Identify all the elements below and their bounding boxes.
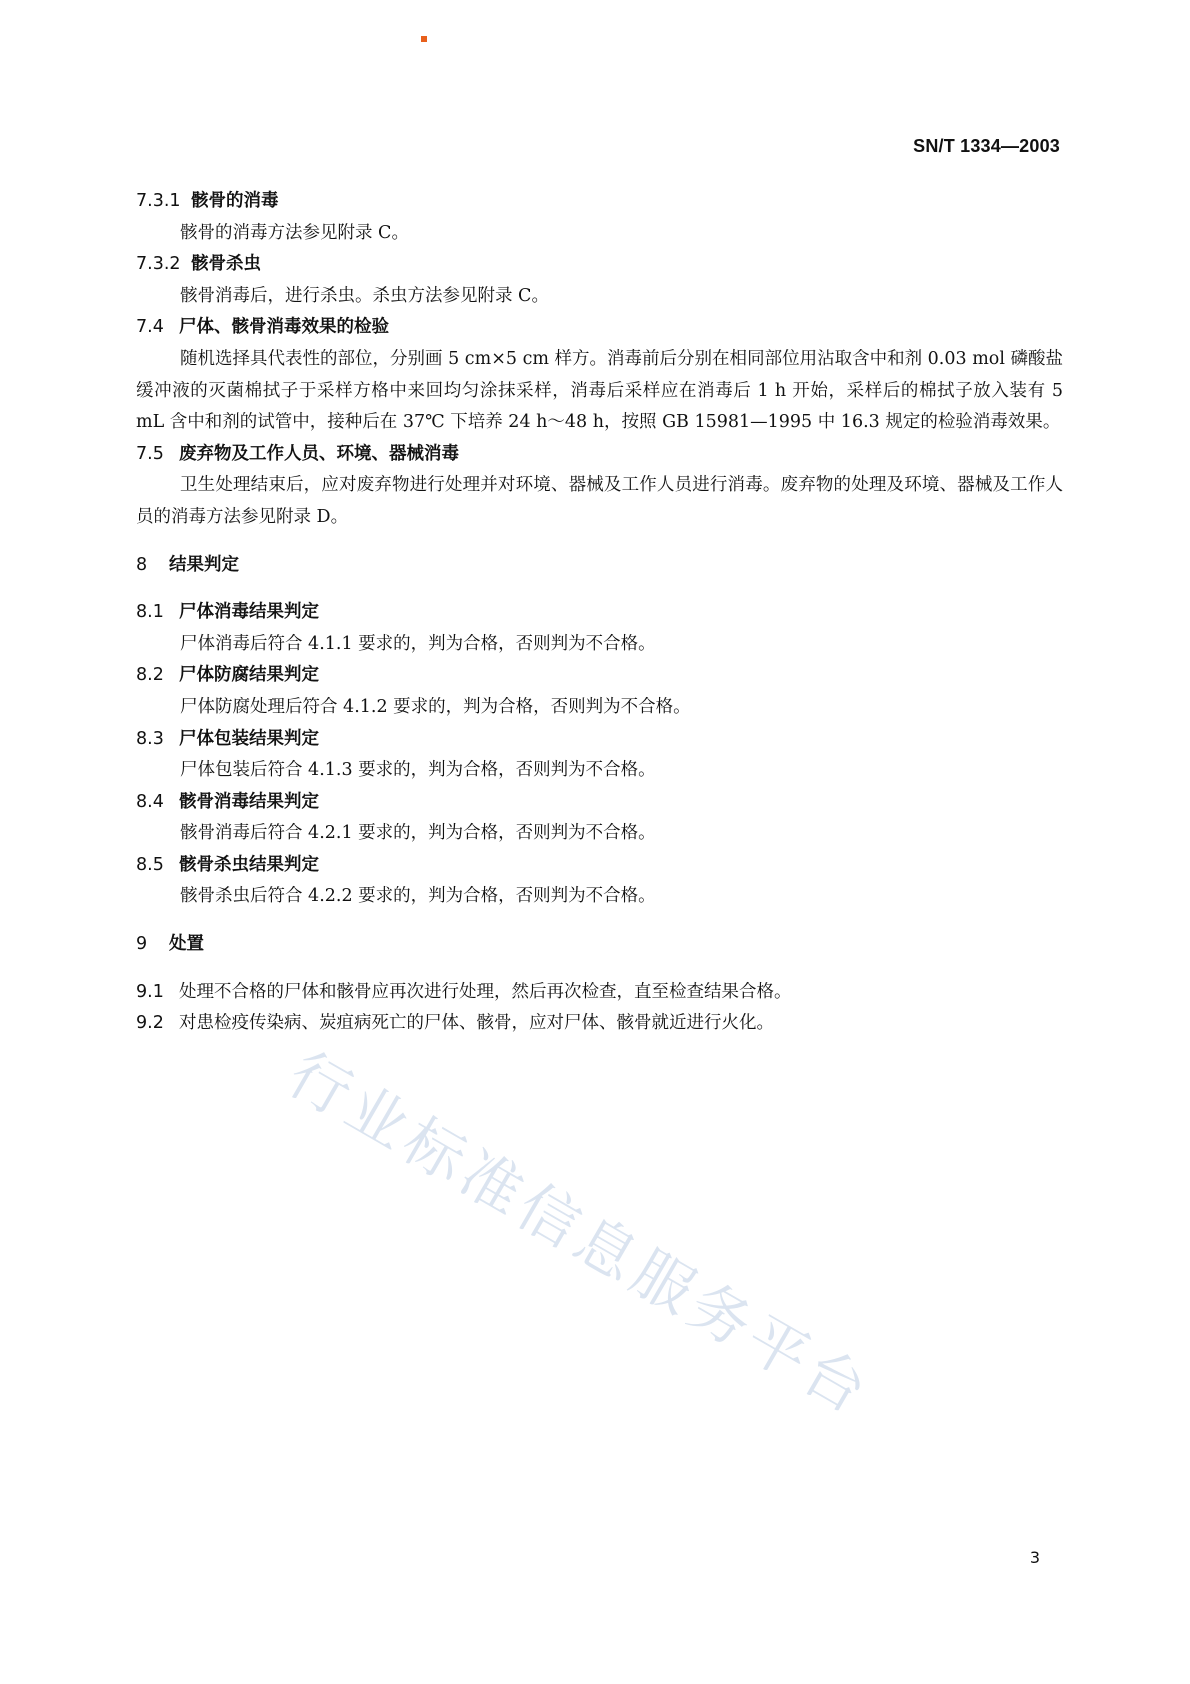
- watermark: 行业标准信息服务平台: [276, 1039, 884, 1430]
- section-heading-7-5: [136, 439, 1063, 471]
- section-title: 骸骨杀虫: [191, 254, 261, 275]
- section-text-7-3-2: 骸骨消毒后，进行杀虫。杀虫方法参见附录 C。: [180, 285, 549, 306]
- section-title: 废弃物及工作人员、环境、器械消毒: [179, 443, 459, 464]
- section-text-7-3-1: 骸骨的消毒方法参见附录 C。: [180, 222, 409, 243]
- chapter-heading-9: [136, 929, 1063, 961]
- section-text-8-1: 尸体消毒后符合 4.1.1 要求的，判为合格，否则判为不合格。: [180, 633, 656, 654]
- section-title: 骸骨的消毒: [191, 191, 279, 211]
- standard-code: SN/T 1334—2003: [913, 136, 1060, 156]
- spacer: [136, 534, 1063, 550]
- section-title: 尸体消毒结果判定: [179, 602, 319, 623]
- section-text-7-5: 卫生处理结束后，应对废弃物进行处理并对环境、器械及工作人员进行消毒。废弃物的处理及环境、器械及工作人员的消毒方法参见附录 D。: [136, 475, 1063, 527]
- section-heading-7-3-1: [136, 186, 1063, 218]
- section-heading-7-4: [136, 312, 1063, 344]
- section-title: 尸体防腐结果判定: [179, 665, 319, 686]
- spacer: [136, 961, 1063, 977]
- section-number: 8.3: [136, 728, 164, 749]
- section-text-8-4: 骸骨消毒后符合 4.2.1 要求的，判为合格，否则判为不合格。: [180, 823, 656, 844]
- paragraph-number: 9.1: [136, 981, 164, 1002]
- section-heading-8-4: [136, 787, 1063, 819]
- section-text-8-5: 骸骨杀虫后符合 4.2.2 要求的，判为合格，否则判为不合格。: [180, 886, 656, 907]
- section-number: 8.5: [136, 854, 164, 875]
- section-title: 尸体、骸骨消毒效果的检验: [179, 317, 389, 338]
- section-title: 尸体包装结果判定: [179, 728, 319, 749]
- page-number: 3: [1029, 1548, 1040, 1567]
- section-number: 8.4: [136, 791, 164, 812]
- section-number: 7.3.2: [136, 254, 181, 275]
- section-title: 骸骨消毒结果判定: [179, 791, 319, 812]
- orange-dot-mark: [421, 36, 427, 42]
- paragraph-text: 对患检疫传染病、炭疽病死亡的尸体、骸骨，应对尸体、骸骨就近进行火化。: [179, 1013, 774, 1034]
- paragraph-9-1: [136, 977, 1063, 1009]
- section-number: 8.2: [136, 665, 164, 686]
- section-heading-8-1: [136, 597, 1063, 629]
- chapter-title: 处置: [169, 934, 204, 955]
- paragraph-text: 处理不合格的尸体和骸骨应再次进行处理，然后再次检查，直至检查结果合格。: [179, 981, 792, 1002]
- spacer: [136, 913, 1063, 929]
- section-text-8-2: 尸体防腐处理后符合 4.1.2 要求的，判为合格，否则判为不合格。: [180, 696, 691, 717]
- section-number: 7.5: [136, 443, 164, 464]
- section-heading-8-2: [136, 660, 1063, 692]
- spacer: [136, 581, 1063, 597]
- chapter-number: 8: [136, 554, 148, 575]
- section-title: 骸骨杀虫结果判定: [179, 854, 319, 875]
- section-number: 7.4: [136, 317, 164, 338]
- paragraph-9-2: [136, 1008, 1063, 1040]
- section-heading-8-5: [136, 850, 1063, 882]
- section-number: 8.1: [136, 602, 164, 623]
- document-body: [136, 186, 1063, 1040]
- paragraph-number: 9.2: [136, 1013, 164, 1034]
- chapter-heading-8: [136, 550, 1063, 582]
- section-heading-8-3: [136, 724, 1063, 756]
- chapter-title: 结果判定: [169, 554, 239, 575]
- section-heading-7-3-2: [136, 249, 1063, 281]
- chapter-number: 9: [136, 934, 148, 955]
- section-number: 7.3.1: [136, 191, 181, 211]
- section-text-7-4: 随机选择具代表性的部位，分别画 5 cm×5 cm 样方。消毒前后分别在相同部位用沾取含中和剂 0.03 mol 磷酸盐缓冲液的灭菌棉拭子于采样方格中来回均匀涂抹采样，消毒后采样应在消毒后 1 h 开始，采样后的棉拭子放入装有 5 mL 含中和剂的试管中，接种后在 37℃ 下培养 24 h～48 h，按照 GB 15981—1995 中 16.3 规定的检验消毒效果。: [136, 348, 1063, 433]
- section-text-8-3: 尸体包装后符合 4.1.3 要求的，判为合格，否则判为不合格。: [180, 760, 656, 781]
